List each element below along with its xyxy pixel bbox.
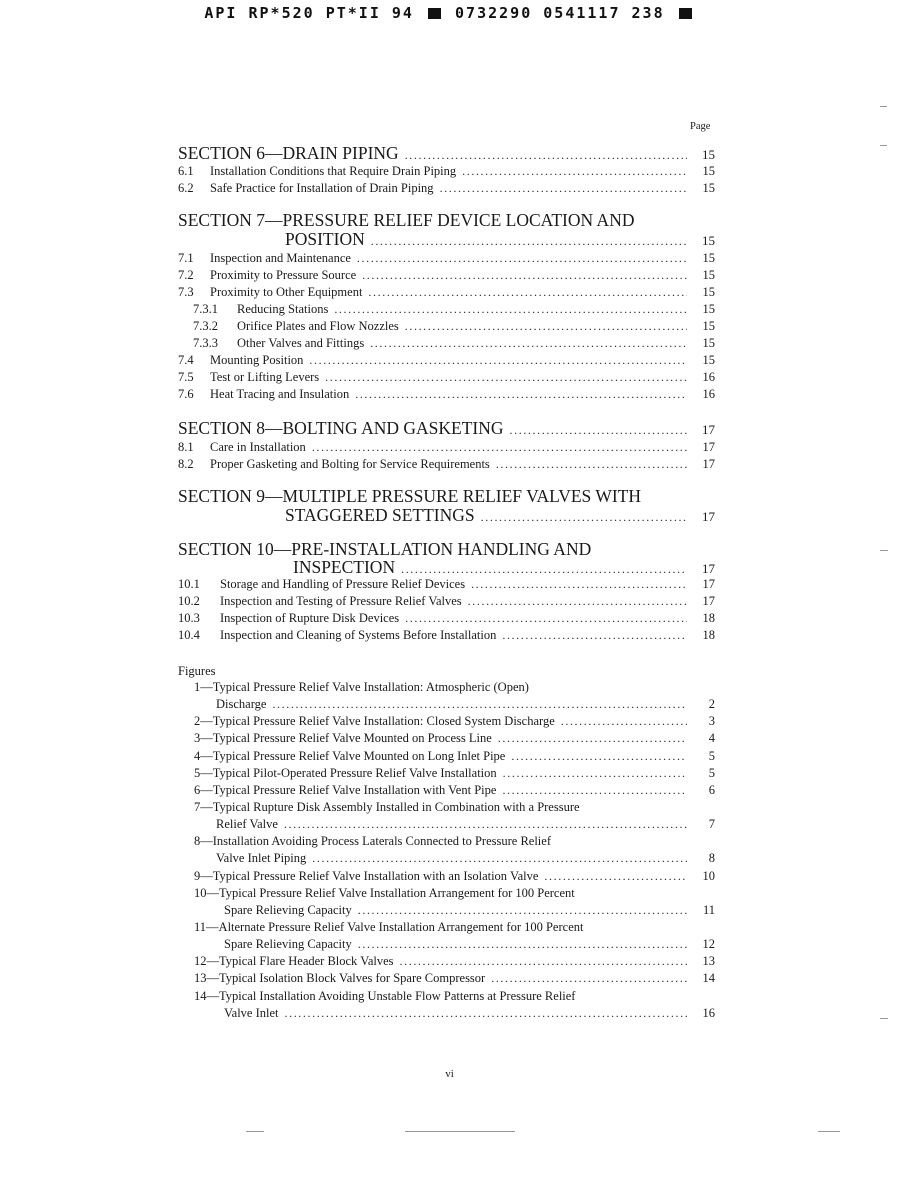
toc-entry (178, 594, 715, 609)
figure-entry: 11—Alternate Pressure Relief Valve Installation Arrangement for 100 Percent (194, 920, 584, 934)
toc-entry-text: Heat Tracing and Insulation (210, 387, 350, 401)
toc-entry-text: Safe Practice for Installation of Drain Piping (210, 181, 434, 195)
figure-entry (178, 954, 715, 969)
toc-entry-page: 15 (702, 181, 715, 195)
toc-entry (178, 611, 715, 626)
figure-entry-cont-page: 16 (702, 1005, 715, 1020)
toc-entry (178, 319, 715, 334)
figure-entry-text: 12—Typical Flare Header Block Valves (194, 954, 394, 969)
toc-entry-page: 15 (702, 164, 715, 178)
figure-entry-page: 5 (708, 765, 715, 780)
toc-entry-page: 15 (702, 285, 715, 299)
toc-entry-number: 8.2 (178, 457, 194, 471)
dot-leader (405, 611, 687, 626)
toc-entry-number: 10.3 (178, 611, 200, 625)
dot-leader (362, 268, 687, 283)
section-8-heading (178, 418, 715, 439)
toc-entry (178, 628, 715, 643)
dot-leader (405, 319, 687, 334)
figure-entry: 1—Typical Pressure Relief Valve Installation: Atmospheric (Open) (194, 680, 529, 694)
figure-entry: 7—Typical Rupture Disk Assembly Installed in Combination with a Pressure (194, 800, 580, 815)
figure-entry-text: 2—Typical Pressure Relief Valve Installation: Closed System Discharge (194, 714, 555, 729)
dot-leader (401, 562, 687, 577)
toc-entry-text: Inspection and Maintenance (210, 251, 351, 265)
toc-entry (178, 577, 715, 592)
toc-entry-page: 15 (702, 336, 715, 350)
dot-leader (405, 148, 687, 163)
figure-entry-cont-page: 7 (708, 817, 715, 832)
toc-entry-text: Reducing Stations (237, 302, 329, 316)
dot-leader (334, 302, 687, 317)
figure-entry: 8—Installation Avoiding Process Laterals Connected to Pressure Relief (194, 834, 551, 849)
section-7-heading-cont (178, 229, 715, 250)
toc-entry (178, 164, 715, 179)
toc-entry-number: 7.5 (178, 370, 194, 384)
header-codes: 0732290 0541117 238 (455, 4, 665, 22)
section-10-heading: SECTION 10—PRE-INSTALLATION HANDLING AND (178, 539, 592, 559)
dot-leader (462, 164, 687, 179)
dot-leader (285, 1006, 688, 1021)
section-8-heading-page: 17 (702, 422, 715, 437)
scan-mark (880, 550, 888, 551)
section-7-heading-cont-text: POSITION (285, 229, 365, 249)
toc-entry-number: 7.3 (178, 285, 194, 299)
toc-entry-text: Inspection of Rupture Disk Devices (220, 611, 400, 625)
toc-entry-text: Orifice Plates and Flow Nozzles (237, 319, 399, 333)
figure-entry-cont (178, 903, 715, 918)
figure-entry-cont (178, 937, 715, 952)
page-number: vi (445, 1068, 454, 1080)
figure-entry (178, 749, 715, 764)
section-10-heading-cont (178, 557, 715, 578)
figure-entry-text: 3—Typical Pressure Relief Valve Mounted on Process Line (194, 731, 492, 746)
toc-entry (178, 370, 715, 385)
scan-mark (880, 106, 887, 107)
toc-entry (178, 251, 715, 266)
figure-entry-text: 13—Typical Isolation Block Valves for Spare Compressor (194, 971, 486, 986)
toc-entry-page: 15 (702, 353, 715, 367)
toc-entry (178, 353, 715, 368)
dot-leader (358, 903, 687, 918)
toc-entry-number: 8.1 (178, 440, 194, 454)
figure-entry: 10—Typical Pressure Relief Valve Installation Arrangement for 100 Percent (194, 885, 575, 900)
figure-entry (178, 714, 715, 729)
toc-entry (178, 440, 715, 455)
toc-entry-text: Test or Lifting Levers (210, 370, 320, 384)
dot-leader (498, 731, 687, 746)
figure-entry-cont-text: Spare Relieving Capacity (224, 902, 352, 917)
figure-entry-cont-page: 11 (702, 902, 715, 917)
dot-leader (491, 971, 687, 986)
dot-leader (502, 783, 687, 798)
toc-entry (178, 457, 715, 472)
dot-leader (503, 766, 687, 781)
figure-entry-page: 6 (708, 783, 715, 797)
toc-entry-number: 7.1 (178, 251, 194, 265)
section-10-heading-cont-text: INSPECTION (293, 557, 396, 577)
figure-entry (178, 971, 715, 986)
section-6-heading-page: 15 (702, 147, 715, 162)
figure-entry-cont-page: 2 (708, 697, 715, 711)
figure-entry-cont-text: Discharge (216, 697, 267, 711)
toc-entry-number: 10.1 (178, 577, 200, 591)
dot-leader (471, 577, 687, 592)
header-title: API RP*520 PT*II 94 (204, 4, 414, 22)
dot-leader (481, 510, 687, 525)
dot-leader (368, 285, 687, 300)
toc-entry (178, 336, 715, 351)
toc-entry (178, 268, 715, 283)
figure-entry-cont-text: Relief Valve (216, 817, 278, 832)
figure-entry-text: 6—Typical Pressure Relief Valve Installation with Vent Pipe (194, 783, 497, 797)
toc-entry-number: 7.3.3 (193, 336, 218, 350)
dot-leader (400, 954, 687, 969)
page-column-label: Page (690, 121, 711, 132)
toc-entry-number: 7.3.1 (193, 302, 218, 316)
dot-leader (355, 387, 687, 402)
toc-entry-text: Proximity to Other Equipment (210, 285, 363, 299)
toc-entry-page: 15 (702, 251, 715, 265)
toc-entry-page: 16 (702, 387, 715, 401)
dot-leader (272, 697, 687, 712)
figure-entry (178, 731, 715, 746)
section-8-heading-text: SECTION 8—BOLTING AND GASKETING (178, 418, 504, 438)
toc-entry-page: 17 (702, 594, 715, 608)
section-9-heading-cont (178, 505, 715, 526)
figure-entry-text: 5—Typical Pilot-Operated Pressure Relief Valve Installation (194, 765, 497, 780)
dot-leader (370, 336, 687, 351)
toc-entry-text: Proper Gasketing and Bolting for Service Requirements (210, 457, 490, 471)
toc-entry-page: 15 (702, 302, 715, 316)
figure-entry-cont-text: Valve Inlet (224, 1005, 279, 1020)
toc-entry-page: 15 (702, 319, 715, 333)
dot-leader (312, 440, 687, 455)
figure-entry-cont-page: 8 (708, 851, 715, 866)
dot-leader (309, 353, 687, 368)
dot-leader (544, 869, 687, 884)
toc-entry-text: Mounting Position (210, 353, 304, 367)
figure-entry-page: 10 (702, 868, 715, 883)
figure-entry-page: 5 (708, 748, 715, 763)
section-7-heading: SECTION 7—PRESSURE RELIEF DEVICE LOCATION AND (178, 210, 635, 230)
dot-leader (561, 714, 687, 729)
toc-entry-text: Proximity to Pressure Source (210, 268, 357, 282)
dot-leader (511, 749, 687, 764)
dot-leader (496, 457, 687, 472)
toc-entry-page: 15 (702, 268, 715, 282)
dot-leader (312, 851, 687, 866)
scan-mark (818, 1131, 840, 1132)
dot-leader (357, 251, 687, 266)
dot-leader (371, 234, 687, 249)
toc-entry (178, 387, 715, 402)
figure-entry-text: 9—Typical Pressure Relief Valve Installation with an Isolation Valve (194, 868, 539, 883)
toc-entry-number: 7.2 (178, 268, 194, 282)
toc-entry-page: 17 (702, 577, 715, 591)
section-6-heading (178, 143, 715, 164)
toc-entry-number: 7.4 (178, 353, 194, 367)
dot-leader (358, 937, 687, 952)
figure-entry-cont (178, 851, 715, 866)
toc-entry-text: Care in Installation (210, 440, 306, 454)
toc-entry-text: Storage and Handling of Pressure Relief Devices (220, 577, 466, 591)
scan-mark (880, 145, 887, 146)
section-7-heading-cont-page: 15 (702, 233, 715, 248)
toc-entry-page: 18 (702, 611, 715, 625)
dot-leader (284, 817, 687, 832)
figure-entry-cont-page: 12 (702, 937, 715, 951)
figure-entry: 14—Typical Installation Avoiding Unstable Flow Patterns at Pressure Relief (194, 988, 576, 1003)
figure-entry-cont (178, 817, 715, 832)
scan-mark (880, 1018, 888, 1019)
figure-entry (178, 783, 715, 798)
figures-heading: Figures (178, 664, 216, 678)
toc-entry-text: Installation Conditions that Require Drain Piping (210, 164, 457, 178)
dot-leader (468, 594, 687, 609)
section-10-heading-cont-page: 17 (702, 561, 715, 576)
toc-entry-text: Inspection and Cleaning of Systems Before Installation (220, 628, 497, 642)
toc-entry-number: 10.2 (178, 594, 200, 608)
figure-entry-page: 3 (708, 714, 715, 729)
toc-entry-number: 6.2 (178, 181, 194, 195)
figure-entry-page: 13 (702, 954, 715, 969)
figure-entry-text: 4—Typical Pressure Relief Valve Mounted on Long Inlet Pipe (194, 748, 506, 763)
toc-entry-number: 7.3.2 (193, 319, 218, 333)
toc-entry-number: 6.1 (178, 164, 194, 178)
toc-entry (178, 285, 715, 300)
figure-entry-cont-text: Spare Relieving Capacity (224, 937, 352, 951)
figure-entry-cont-text: Valve Inlet Piping (216, 851, 307, 866)
figure-entry-page: 4 (708, 731, 715, 746)
toc-entry (178, 181, 715, 196)
toc-entry-number: 7.6 (178, 387, 194, 401)
dot-leader (502, 628, 687, 643)
dot-leader (325, 370, 687, 385)
toc-entry (178, 302, 715, 317)
dot-leader (510, 423, 687, 438)
toc-entry-number: 10.4 (178, 628, 200, 642)
section-9-heading: SECTION 9—MULTIPLE PRESSURE RELIEF VALVES WITH (178, 486, 641, 506)
toc-entry-page: 16 (702, 370, 715, 384)
figure-entry-cont (178, 697, 715, 712)
dot-leader (440, 181, 687, 196)
figure-entry-page: 14 (702, 971, 715, 986)
figure-entry (178, 766, 715, 781)
toc-entry-text: Inspection and Testing of Pressure Relief Valves (220, 594, 462, 608)
toc-entry-page: 17 (702, 457, 715, 471)
section-6-heading-text: SECTION 6—DRAIN PIPING (178, 143, 399, 163)
scan-mark (405, 1131, 515, 1132)
toc-entry-page: 17 (702, 440, 715, 454)
scan-mark (246, 1131, 264, 1132)
toc-entry-page: 18 (702, 628, 715, 642)
toc-entry-text: Other Valves and Fittings (237, 336, 365, 350)
figure-entry (178, 869, 715, 884)
section-9-heading-cont-page: 17 (702, 509, 715, 524)
figure-entry-cont (178, 1006, 715, 1021)
section-9-heading-cont-text: STAGGERED SETTINGS (285, 505, 475, 525)
